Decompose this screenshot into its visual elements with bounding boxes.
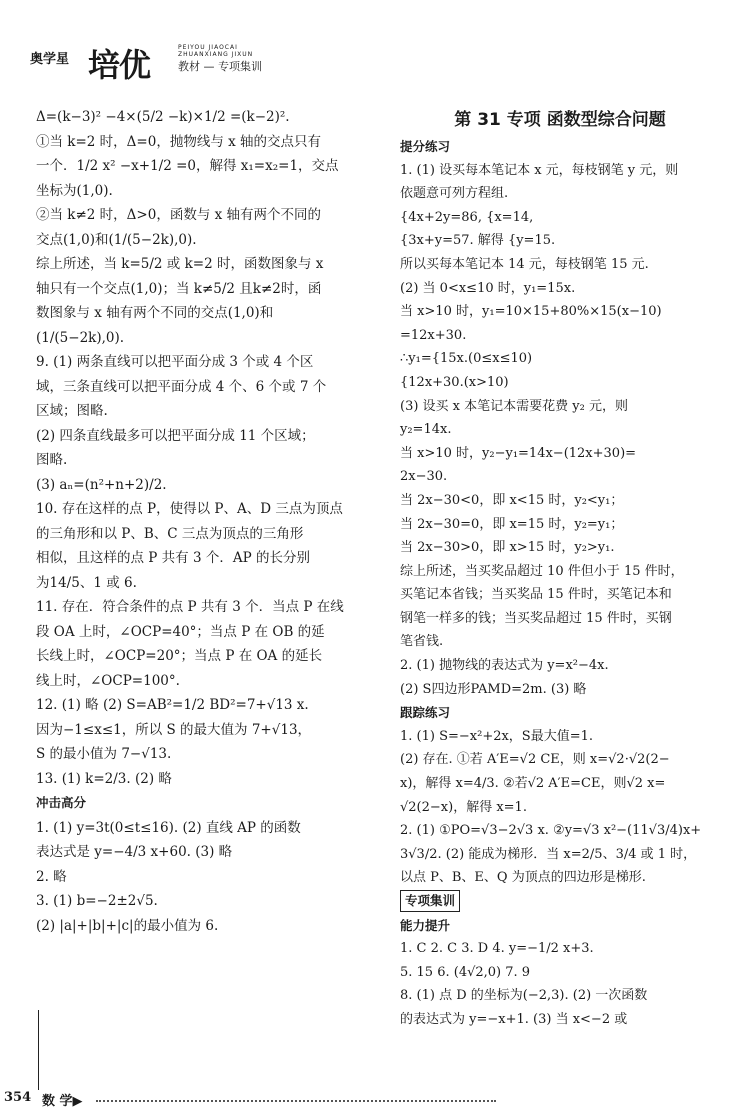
right-answer-column: [400, 105, 720, 1032]
answer-line: 段 OA 上时，∠OCP=40°；当点 P 在 OB 的延: [36, 623, 325, 640]
answer-line: 11. 存在．符合条件的点 P 共有 3 个．当点 P 在线: [36, 599, 344, 615]
logo-big-title: 培优: [88, 46, 151, 84]
section-heading: 第 31 专项 函数型综合问题: [454, 110, 666, 130]
answer-line: =12x+30.: [400, 327, 467, 343]
answer-line: x)，解得 x=4/3. ②若√2 A′E=CE，则√2 x=: [400, 776, 666, 792]
answer-line: 当 x>10 时，y₁=10×15+80%×15(x−10): [400, 304, 662, 320]
answer-line: 线上时，∠OCP=100°.: [36, 672, 180, 689]
answer-line: (3) 设买 x 本笔记本需要花费 y₂ 元，则: [400, 398, 628, 414]
answer-line: 以点 P、B、E、Q 为顶点的四边形是梯形.: [400, 870, 646, 886]
answer-line: 为14/5、1 或 6.: [36, 574, 137, 591]
answer-line: 10. 存在这样的点 P，使得以 P、A、D 三点为顶点: [36, 501, 343, 517]
section-heading: 冲击高分: [36, 795, 87, 810]
answer-line: 当 x>10 时，y₂−y₁=14x−(12x+30)=: [400, 445, 637, 461]
subject-label: 数 学▶: [42, 1094, 83, 1109]
left-answer-column: [36, 105, 381, 938]
answer-line: (3) aₙ=(n²+n+2)/2.: [36, 476, 167, 493]
answer-line: 8. (1) 点 D 的坐标为(−2,3). (2) 一次函数: [400, 988, 648, 1004]
page-footer: [0, 1080, 750, 1120]
logo-subtitle: 教材 — 专项集训: [178, 60, 262, 73]
answer-line: 1. C 2. C 3. D 4. y=−1/2 x+3.: [400, 941, 594, 957]
section-heading: 跟踪练习: [400, 705, 451, 721]
section-heading: 能力提升: [400, 917, 451, 933]
answer-line: 3. (1) b=−2±2√5.: [36, 893, 158, 909]
answer-line: 依题意可列方程组.: [400, 186, 509, 202]
answer-line: {3x+y=57. 解得 {y=15.: [400, 233, 556, 249]
answer-line: 5. 15 6. (4√2,0) 7. 9: [400, 964, 531, 980]
answer-line: 轴只有一个交点(1,0)；当 k≠5/2 且k≠2时，函: [36, 280, 322, 297]
answer-line: {12x+30.(x>10): [400, 374, 509, 390]
answer-line: 1. (1) 设买每本笔记本 x 元，每枝钢笔 y 元，则: [400, 162, 679, 178]
answer-line: (2) 四条直线最多可以把平面分成 11 个区域；: [36, 427, 315, 444]
book-logo: [30, 40, 280, 84]
answer-line: 2. (1) 抛物线的表达式为 y=x²−4x.: [400, 658, 609, 674]
answer-line: 当 2x−30=0，即 x=15 时，y₂=y₁；: [400, 516, 624, 532]
answer-line: 长线上时，∠OCP=20°；当点 P 在 OA 的延长: [36, 648, 323, 664]
answer-line: 交点(1,0)和(1/(5−2k),0).: [36, 231, 197, 248]
answer-line: 因为−1≤x≤1，所以 S 的最大值为 7+√13，: [36, 721, 312, 738]
answer-line: (2) |a|+|b|+|c|的最小值为 6.: [36, 917, 219, 934]
page-number: 354: [4, 1090, 32, 1105]
answer-line: ①当 k=2 时，Δ=0，抛物线与 x 轴的交点只有: [36, 133, 322, 150]
answer-line: 2. (1) ①PO=√3−2√3 x. ②y=√3 x²−(11√3/4)x+: [400, 823, 702, 839]
answer-line: 综上所述，当 k=5/2 或 k=2 时，函数图象与 x: [36, 256, 324, 272]
answer-line: 2x−30.: [400, 469, 448, 485]
answer-line: 的三角形和以 P、B、C 三点为顶点的三角形: [36, 525, 304, 542]
answer-line: 12. (1) 略 (2) S=AB²=1/2 BD²=7+√13 x.: [36, 697, 309, 713]
answer-line: 13. (1) k=2/3. (2) 略: [36, 770, 172, 787]
answer-line: (1/(5−2k),0).: [36, 329, 125, 346]
answer-line: 坐标为(1,0).: [36, 182, 113, 199]
answer-line: 图略.: [36, 452, 68, 468]
answer-line: 当 2x−30>0，即 x>15 时，y₂>y₁.: [400, 540, 615, 556]
answer-line: (2) 当 0<x≤10 时，y₁=15x.: [400, 280, 576, 296]
answer-line: (2) 存在. ①若 A′E=√2 CE，则 x=√2·√2(2−: [400, 752, 670, 768]
answer-line: ②当 k≠2 时，Δ>0，函数与 x 轴有两个不同的: [36, 207, 322, 223]
answer-line: 的表达式为 y=−x+1. (3) 当 x<−2 或: [400, 1011, 628, 1027]
answer-line: ∴y₁={15x.(0≤x≤10): [400, 351, 533, 367]
answer-line: (2) S四边形PAMD=2m. (3) 略: [400, 681, 587, 697]
logo-small-title: 奥学星: [30, 52, 70, 67]
answer-line: 1. (1) y=3t(0≤t≤16). (2) 直线 AP 的函数: [36, 819, 301, 836]
answer-line: √2(2−x)，解得 x=1.: [400, 799, 527, 815]
answer-line: 所以买每本笔记本 14 元，每枝钢笔 15 元.: [400, 256, 649, 272]
section-heading: 提分练习: [400, 139, 451, 154]
footer-dotted-rule: [96, 1100, 496, 1102]
answer-line: 数图象与 x 轴有两个不同的交点(1,0)和: [36, 305, 274, 321]
section-heading: 专项集训: [400, 890, 460, 912]
answer-line: 综上所述，当买奖品超过 10 件但小于 15 件时，: [400, 563, 684, 579]
answer-line: 域，三条直线可以把平面分成 4 个、6 个或 7 个: [36, 378, 327, 395]
answer-line: Δ=(k−3)² −4×(5/2 −k)×1/2 =(k−2)².: [36, 109, 290, 125]
answer-line: S 的最小值为 7−√13.: [36, 746, 172, 762]
answer-line: 买笔记本省钱；当买奖品 15 件时，买笔记本和: [400, 587, 672, 603]
answer-line: 2. 略: [36, 868, 67, 885]
answer-line: 钢笔一样多的钱；当买奖品超过 15 件时，买钢: [400, 610, 672, 626]
answer-line: 区域；图略.: [36, 403, 108, 419]
logo-pinyin: PEIYOU JIAOCAI ZHUANXIANG JIXUN: [178, 44, 254, 58]
answer-line: 一个．1/2 x² −x+1/2 =0，解得 x₁=x₂=1，交点: [36, 158, 339, 174]
answer-line: 相似，且这样的点 P 共有 3 个．AP 的长分别: [36, 550, 310, 566]
answer-line: {4x+2y=86, {x=14,: [400, 209, 534, 225]
answer-line: 9. (1) 两条直线可以把平面分成 3 个或 4 个区: [36, 354, 314, 370]
answer-line: 笔省钱.: [400, 634, 444, 650]
answer-line: 表达式是 y=−4/3 x+60. (3) 略: [36, 844, 233, 860]
answer-line: 3√3/2. (2) 能成为梯形．当 x=2/5、3/4 或 1 时，: [400, 846, 697, 862]
answer-line: y₂=14x.: [400, 422, 452, 438]
page-margin-rule: [38, 1010, 39, 1090]
answer-line: 1. (1) S=−x²+2x，S最大值=1.: [400, 728, 594, 744]
answer-line: 当 2x−30<0，即 x<15 时，y₂<y₁；: [400, 492, 624, 508]
